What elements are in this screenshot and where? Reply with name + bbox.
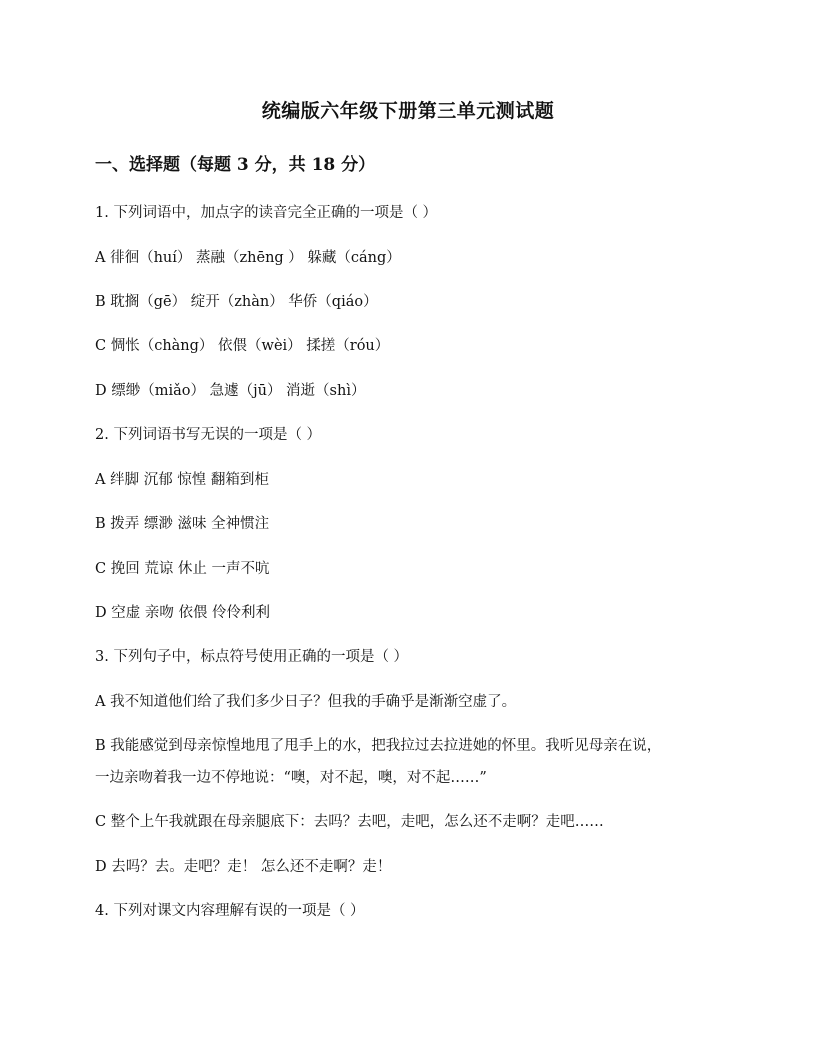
question-3-option-d: D 去吗？去。走吧？走！ 怎么还不走啊？走！ (95, 859, 392, 875)
question-1-option-c: C 惆怅（chàng） 依偎（wèi） 揉搓（róu） (95, 338, 390, 354)
question-2-stem: 2. 下列词语书写无误的一项是（ ） (95, 427, 322, 443)
section-heading: 一、选择题（每题 3 分，共 18 分） (95, 155, 376, 175)
question-3-option-c: C 整个上午我就跟在母亲腿底下：去吗？去吧，走吧，怎么还不走啊？走吧…… (95, 814, 604, 830)
document-title: 统编版六年级下册第三单元测试题 (261, 100, 555, 122)
question-1-option-a: A 徘徊（huí） 蒸融（zhēng ） 躲藏（cáng） (95, 250, 401, 266)
question-2-option-d: D 空虚 亲吻 依偎 伶伶利利 (95, 605, 271, 621)
question-2-option-a: A 绊脚 沉郁 惊惶 翻箱到柜 (95, 472, 269, 488)
question-1-stem: 1. 下列词语中，加点字的读音完全正确的一项是（ ） (95, 205, 438, 221)
question-2-option-c: C 挽回 荒谅 休止 一声不吭 (95, 561, 270, 577)
question-3-stem: 3. 下列句子中，标点符号使用正确的一项是（ ） (95, 649, 409, 665)
question-3-option-b: B 我能感觉到母亲惊惶地甩了甩手上的水，把我拉过去拉进她的怀里。我听见母亲在说， (95, 738, 662, 754)
question-1-option-d: D 缥缈（miǎo） 急遽（jū） 消逝（shì） (95, 383, 366, 399)
question-4-stem: 4. 下列对课文内容理解有误的一项是（ ） (95, 903, 365, 919)
question-3-option-b-continued: 一边亲吻着我一边不停地说：“噢，对不起，噢，对不起……” (95, 770, 487, 786)
question-3-option-a: A 我不知道他们给了我们多少日子？但我的手确乎是渐渐空虚了。 (95, 694, 517, 710)
question-2-option-b: B 拨弄 缥渺 滋味 全神惯注 (95, 516, 270, 532)
question-1-option-b: B 耽搁（gē） 绽开（zhàn） 华侨（qiáo） (95, 294, 378, 310)
